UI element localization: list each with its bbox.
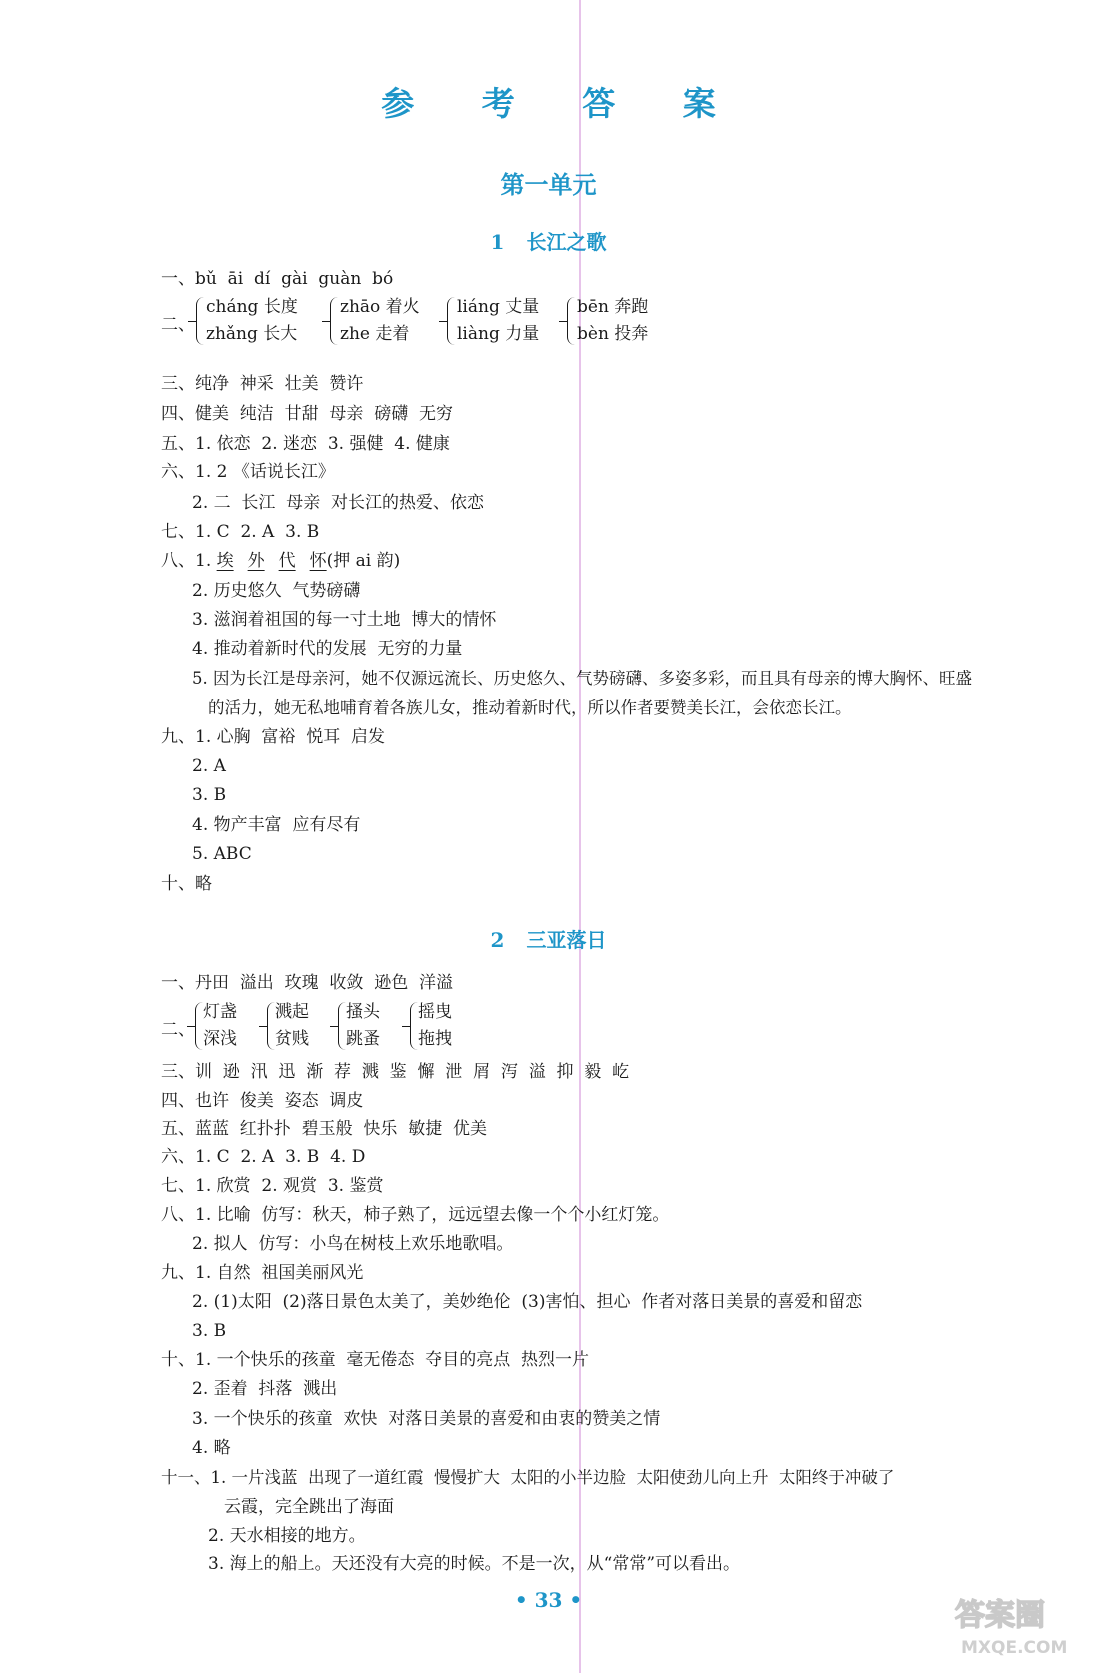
l1-q2-b2: zhe 走着	[340, 324, 410, 344]
l1-q2-a3: liáng 丈量	[457, 297, 540, 317]
l1-q9-4: 4. 物产丰富 应有尽有	[192, 815, 361, 835]
watermark-icon	[947, 1583, 1077, 1663]
l2-q2-b3: 跳蚤	[346, 1029, 380, 1049]
lesson-2-name: 三亚落日	[526, 928, 607, 952]
l1-q1: 一、bǔ āi dí gài guàn bó	[161, 269, 394, 289]
l2-q11-1b: 云霞，完全跳出了海面	[224, 1497, 394, 1517]
l1-q9-3: 3. B	[192, 785, 227, 805]
l2-q11-1a: 十一、1. 一片浅蓝 出现了一道红霞 慢慢扩大 太阳的小半边脸 太阳使劲儿向上升 太阳终于冲破了	[161, 1468, 895, 1487]
lesson-2-number: 2	[490, 928, 505, 952]
l2-q2-b4: 拖拽	[418, 1029, 452, 1049]
l2-q2-b2: 贫贱	[275, 1029, 309, 1049]
l1-q8-2: 2. 历史悠久 气势磅礴	[192, 581, 361, 601]
l2-q8-2: 2. 拟人 仿写：小鸟在树枝上欢乐地歌唱。	[192, 1234, 514, 1254]
l1-q2-label: 二、	[161, 315, 195, 335]
page-title: 参 考 答 案	[381, 84, 744, 123]
l2-q10-3: 3. 一个快乐的孩童 欢快 对落日美景的喜爱和由衷的赞美之情	[192, 1409, 661, 1429]
l1-q9-1: 九、1. 心胸 富裕 悦耳 启发	[161, 727, 386, 747]
l2-q9-3: 3. B	[192, 1321, 227, 1341]
l2-q2-a3: 搔头	[346, 1002, 380, 1022]
l2-q7: 七、1. 欣赏 2. 观赏 3. 鉴赏	[161, 1176, 384, 1196]
l2-q3: 三、训 逊 汛 迅 渐 荐 溅 鉴 懈 泄 屑 泻 溢 抑 毅 屹	[161, 1062, 630, 1082]
l2-q9-2: 2. (1)太阳 (2)落日景色太美了，美妙绝伦 (3)害怕、担心 作者对落日美景的喜爱和留恋	[192, 1292, 863, 1312]
l2-q9-1: 九、1. 自然 祖国美丽风光	[161, 1263, 364, 1283]
l1-q7: 七、1. C 2. A 3. B	[161, 522, 320, 542]
l1-q8-4: 4. 推动着新时代的发展 无穷的力量	[192, 639, 463, 659]
rhyme-word-2: 外	[247, 551, 265, 571]
l1-q3: 三、纯净 神采 壮美 赞许	[161, 374, 364, 394]
l2-q11-3: 3. 海上的船上。天还没有大亮的时候。不是一次，从“常常”可以看出。	[208, 1554, 741, 1574]
l1-q2-b1: zhǎng 长大	[206, 324, 298, 344]
watermark-logo	[947, 1583, 1077, 1663]
rhyme-word-1: 埃	[216, 551, 234, 571]
l2-q11-2: 2. 天水相接的地方。	[208, 1526, 366, 1546]
l1-q2-a2: zhāo 着火	[340, 297, 420, 317]
l1-q2-b3: liàng 力量	[457, 324, 540, 344]
l1-q2-b4: bèn 投奔	[577, 324, 649, 344]
l2-q2-b1: 深浅	[203, 1029, 237, 1049]
l1-q2-a1: cháng 长度	[206, 297, 298, 317]
page-number: • 33 •	[514, 1588, 583, 1612]
l2-q2-a4: 摇曳	[418, 1002, 452, 1022]
lesson-1-number: 1	[490, 230, 505, 254]
unit-title: 第一单元	[500, 170, 597, 199]
l2-q8-1: 八、1. 比喻 仿写：秋天，柿子熟了，远远望去像一个个小红灯笼。	[161, 1205, 670, 1225]
l2-q2-label: 二、	[161, 1020, 195, 1040]
l1-q8-label: 八、1.	[161, 551, 217, 571]
lesson-1-name: 长江之歌	[526, 230, 607, 254]
l2-q2-a1: 灯盏	[203, 1002, 237, 1022]
l1-q8-5a: 5. 因为长江是母亲河，她不仅源远流长、历史悠久、气势磅礴、多姿多彩，而且具有母亲的博大胸怀、旺盛	[192, 669, 972, 688]
l2-q10-1: 十、1. 一个快乐的孩童 毫无倦态 夺目的亮点 热烈一片	[161, 1350, 590, 1370]
lesson-2-title	[0, 924, 1097, 953]
rhyme-word-3: 代	[278, 551, 296, 571]
svg-text:答案圈: 答案圈	[955, 1598, 1045, 1633]
svg-text:MXQE.COM: MXQE.COM	[961, 1638, 1068, 1658]
l1-q8-1	[161, 550, 400, 572]
l1-q6-1: 六、1. 2 《话说长江》	[161, 462, 335, 482]
l1-q9-5: 5. ABC	[192, 844, 252, 864]
l1-q8-5b: 的活力，她无私地哺育着各族儿女，推动着新时代，所以作者要赞美长江，会依恋长江。	[208, 698, 852, 717]
l1-q6-2: 2. 二 长江 母亲 对长江的热爱、依恋	[192, 493, 485, 513]
l1-q8-3: 3. 滋润着祖国的每一寸土地 博大的情怀	[192, 610, 497, 630]
rhyme-word-4: 怀	[309, 551, 327, 571]
l1-q10: 十、略	[161, 874, 212, 894]
l1-q5: 五、1. 依恋 2. 迷恋 3. 强健 4. 健康	[161, 434, 450, 454]
l2-q4: 四、也许 俊美 姿态 调皮	[161, 1091, 364, 1111]
l2-q6: 六、1. C 2. A 3. B 4. D	[161, 1147, 366, 1167]
l1-q4: 四、健美 纯洁 甘甜 母亲 磅礴 无穷	[161, 404, 454, 424]
l2-q10-2: 2. 歪着 抖落 溅出	[192, 1379, 338, 1399]
rhyme-note: (押 ai 韵)	[326, 551, 401, 571]
lesson-1-title	[0, 226, 1097, 255]
l2-q5: 五、蓝蓝 红扑扑 碧玉般 快乐 敏捷 优美	[161, 1119, 488, 1139]
l2-q1: 一、丹田 溢出 玫瑰 收敛 逊色 洋溢	[161, 973, 454, 993]
l1-q2-a4: bēn 奔跑	[577, 297, 649, 317]
l2-q2-a2: 溅起	[275, 1002, 309, 1022]
l1-q9-2: 2. A	[192, 756, 226, 776]
l2-q10-4: 4. 略	[192, 1438, 231, 1458]
